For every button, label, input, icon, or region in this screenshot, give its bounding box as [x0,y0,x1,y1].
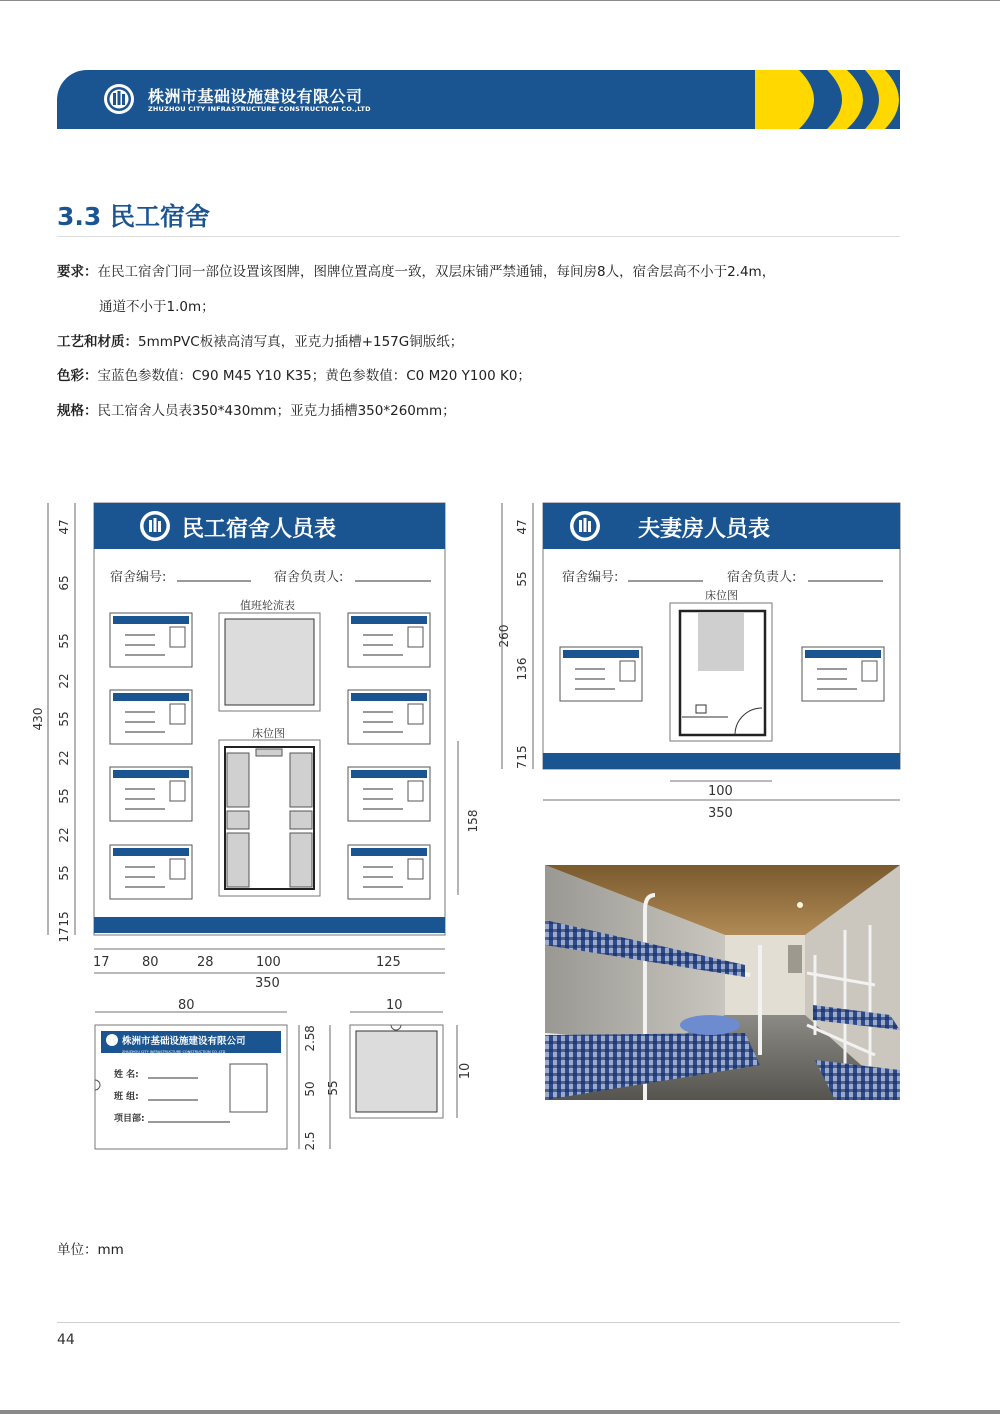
dim-label: 22 [57,827,71,843]
dim-label: 55 [57,711,71,727]
dim-label: 55 [57,865,71,881]
dim-right-height: 158 [466,809,480,833]
board2-field-leader: 宿舍负责人: [727,570,797,585]
size-text: 民工宿舍人员表350*430mm；亚克力插槽350*260mm； [97,403,456,419]
dim-label: 55 [57,633,71,649]
size-label: 规格： [57,403,98,419]
dim-bed-width: 100 [708,784,733,799]
title-divider [57,236,900,237]
couple-room-board-diagram [490,495,905,825]
card-dim-width: 80 [178,998,195,1013]
board2-title: 夫妻房人员表 [638,517,771,542]
dim-total-height: 430 [31,707,45,731]
dim-label: 100 [256,955,281,970]
dim-label: 7 [515,761,529,769]
craft-text: 5mmPVC板裱高清写真，亚克力插槽+157G铜版纸； [138,334,464,350]
dim-label: 2.5 [303,1032,317,1052]
dim-label: 15 [57,911,71,927]
board2-logo-icon [570,511,600,541]
dim-label: 8 [303,1025,317,1033]
board2-bed-plan-label: 床位图 [705,589,738,602]
dim-label: 17 [57,927,71,943]
unit-note: 单位：mm [57,1242,124,1258]
bed-plan-label: 床位图 [252,727,285,740]
dim-label: 47 [515,519,529,535]
dim-total-height: 260 [497,624,511,648]
requirement-label: 要求： [57,264,98,280]
slot-diagram [345,992,480,1127]
dormitory-photo [545,865,900,1100]
dim-label: 47 [57,519,71,535]
slot-dim-width: 10 [386,998,403,1013]
card-right-dimension-labels [303,1025,340,1150]
board-field-leader: 宿舍负责人: [274,570,344,585]
color-line [57,364,531,384]
size-line [57,399,456,419]
board2-field-room: 宿舍编号: [562,570,619,585]
dim-label: 55 [57,788,71,804]
dim-label: 80 [142,955,159,970]
top-border [0,0,1000,1]
dim-label: 125 [376,955,401,970]
company-name-en: ZHUZHOU CITY INFRASTRUCTURE CONSTRUCTION CO.,LTD [148,105,371,113]
card-project-label: 项目部: [114,1114,145,1124]
card-company-en: ZHUZHOU CITY INFRASTRUCTURE CONSTRUCTION CO.,LTD [122,1050,226,1054]
board-field-room: 宿舍编号: [110,570,167,585]
section-title: 3.3 民工宿舍 [57,202,210,231]
footer-divider [57,1322,900,1323]
duty-roster-label: 值班轮流表 [240,599,295,612]
name-card-diagram [90,992,350,1157]
dim-label: 65 [57,575,71,591]
dim-label: 50 [303,1081,317,1097]
dim-label: 22 [57,673,71,689]
board1-left-dimension-labels [31,519,71,942]
card-dim-total: 55 [326,1080,340,1096]
dim-label: 28 [197,955,214,970]
dormitory-board-diagram [30,495,480,995]
dim-total-width: 350 [708,806,733,821]
color-text: 宝蓝色参数值：C90 M45 Y10 K35；黄色参数值：C0 M20 Y100 K0； [97,368,531,384]
board2-right-card [802,647,884,701]
card-team-label: 班 组: [114,1092,139,1102]
craft-line [57,330,463,350]
dim-label: 2.5 [303,1131,317,1151]
company-logo-icon [104,84,134,114]
dim-label: 17 [93,955,110,970]
card-name-label: 姓 名: [114,1070,139,1080]
board2-footer-bar [543,753,900,769]
dim-label: 15 [515,745,529,761]
requirement-line-2: 通道不小于1.0m； [99,299,215,315]
page-number: 44 [57,1332,75,1348]
slot-dim-height: 10 [458,1062,473,1080]
board-footer-bar [94,917,445,933]
requirement-text: 在民工宿舍门同一部位设置该图牌，图牌位置高度一致，双层床铺严禁通铺，每间房8人，宿舍层高不小于2.4m， [97,264,776,280]
craft-label: 工艺和材质： [57,334,138,350]
requirement-line [57,260,775,280]
color-label: 色彩： [57,368,98,384]
board-title: 民工宿舍人员表 [182,517,337,542]
board-logo-icon [140,511,170,541]
company-name: 株洲市基础设施建设有限公司 [148,87,363,106]
card-company: 株洲市基础设施建设有限公司 [122,1036,246,1047]
board2-left-card [560,647,642,701]
dim-label: 22 [57,750,71,766]
dim-label: 136 [515,657,529,681]
bottom-border [0,1410,1000,1414]
dim-total-width: 350 [255,976,280,991]
dim-label: 55 [515,571,529,587]
